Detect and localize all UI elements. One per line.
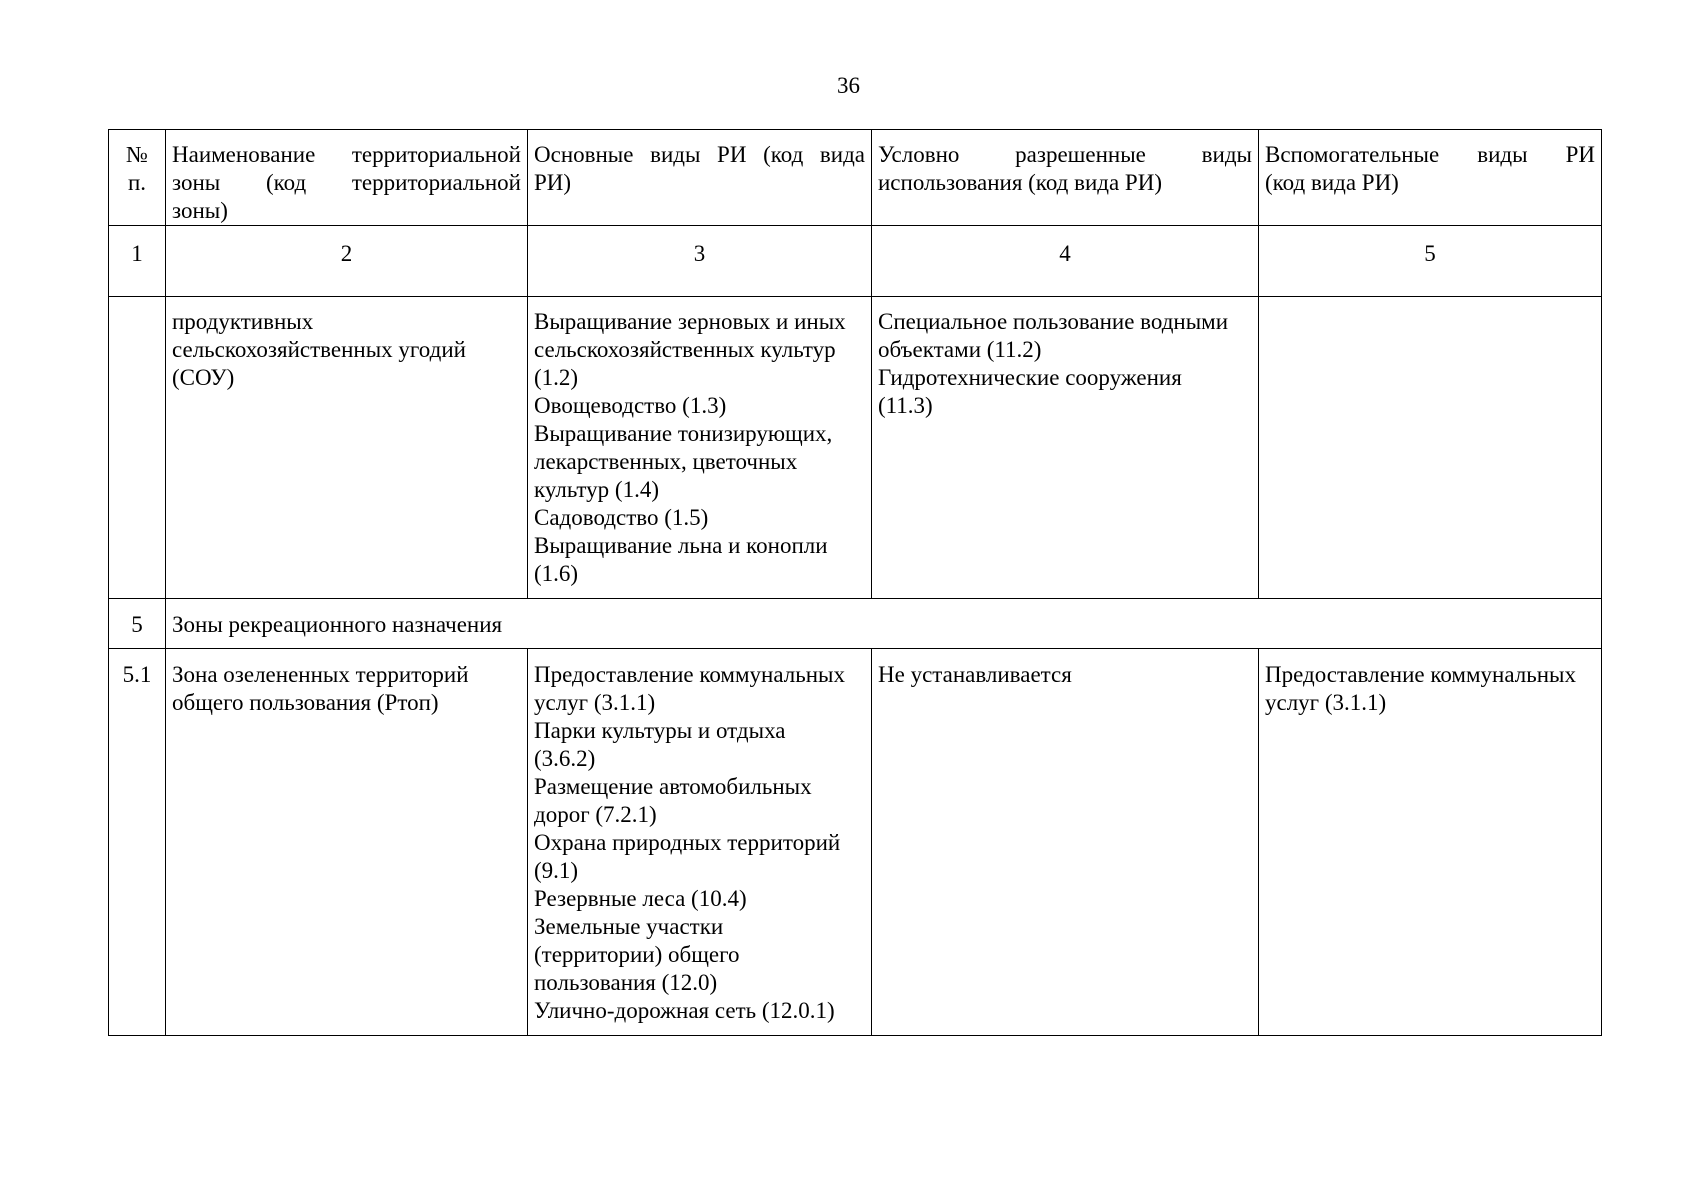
header-num-line: № xyxy=(126,142,148,167)
text-line: услуг (3.1.1) xyxy=(1265,690,1387,715)
row-auxiliary-uses xyxy=(1259,649,1602,1036)
text-line: (1.6) xyxy=(534,561,579,586)
header-zone-name xyxy=(166,130,528,226)
text-line: сельскохозяйственных культур xyxy=(534,337,836,362)
column-number: 5 xyxy=(1259,226,1602,297)
text-line: Гидротехнические сооружения xyxy=(878,365,1182,390)
zones-table xyxy=(108,129,1602,1036)
text-line: Охрана природных территорий xyxy=(534,830,841,855)
row-zone-name xyxy=(166,649,528,1036)
header-main-uses-line: Основные виды РИ (код вида xyxy=(534,142,865,167)
header-conditional-uses-line: использования (код вида РИ) xyxy=(878,170,1162,195)
header-num xyxy=(109,130,166,226)
text-line: (1.2) xyxy=(534,365,579,390)
text-line: Предоставление коммунальных xyxy=(534,662,845,687)
header-auxiliary-uses xyxy=(1259,130,1602,226)
header-num-line: п. xyxy=(127,170,147,195)
section-title: Зоны рекреационного назначения xyxy=(166,599,1602,649)
text-line: Овощеводство (1.3) xyxy=(534,393,727,418)
header-zone-name-line: зоны (код территориальной xyxy=(172,170,521,195)
header-conditional-uses-line: Условно разрешенные виды xyxy=(878,142,1252,167)
row-main-uses xyxy=(528,297,872,599)
text-line: пользования (12.0) xyxy=(534,970,718,995)
text-line: дорог (7.2.1) xyxy=(534,802,657,827)
text-line: сельскохозяйственных угодий xyxy=(172,337,466,362)
header-auxiliary-uses-line: Вспомогательные виды РИ xyxy=(1265,142,1595,167)
page-number: 36 xyxy=(837,73,860,98)
text-line: общего пользования (Ртоп) xyxy=(172,690,439,715)
text-line: Не устанавливается xyxy=(878,662,1072,687)
table-row-5-1 xyxy=(109,649,1602,1036)
row-auxiliary-uses xyxy=(1259,297,1602,599)
text-line: Размещение автомобильных xyxy=(534,774,812,799)
header-zone-name-line: зоны) xyxy=(172,198,228,223)
text-line: Садоводство (1.5) xyxy=(534,505,709,530)
text-line: Предоставление коммунальных xyxy=(1265,662,1576,687)
row-num xyxy=(109,297,166,599)
text-line: продуктивных xyxy=(172,309,314,334)
row-zone-name xyxy=(166,297,528,599)
row-conditional-uses xyxy=(872,297,1259,599)
header-main-uses xyxy=(528,130,872,226)
column-numbers-row xyxy=(109,226,1602,297)
text-line: Выращивание зерновых и иных xyxy=(534,309,846,334)
text-line: Резервные леса (10.4) xyxy=(534,886,747,911)
text-line: (11.3) xyxy=(878,393,933,418)
column-number: 4 xyxy=(872,226,1259,297)
section-num: 5 xyxy=(109,599,166,649)
text-line: лекарственных, цветочных xyxy=(534,449,798,474)
text-line: (СОУ) xyxy=(172,365,235,390)
table-row-sou xyxy=(109,297,1602,599)
header-main-uses-line: РИ) xyxy=(534,170,572,195)
text-line: объектами (11.2) xyxy=(878,337,1042,362)
text-line: (территории) общего xyxy=(534,942,740,967)
text-line: Улично-дорожная сеть (12.0.1) xyxy=(534,998,835,1023)
text-line: Выращивание льна и конопли xyxy=(534,533,828,558)
table-header-row xyxy=(109,130,1602,226)
text-line: (3.6.2) xyxy=(534,746,596,771)
header-conditional-uses xyxy=(872,130,1259,226)
column-number: 3 xyxy=(528,226,872,297)
text-line: услуг (3.1.1) xyxy=(534,690,656,715)
row-num: 5.1 xyxy=(109,649,166,1036)
row-conditional-uses xyxy=(872,649,1259,1036)
text-line: культур (1.4) xyxy=(534,477,659,502)
text-line: (9.1) xyxy=(534,858,579,883)
column-number: 1 xyxy=(109,226,166,297)
row-main-uses xyxy=(528,649,872,1036)
section-row-5 xyxy=(109,599,1602,649)
text-line: Земельные участки xyxy=(534,914,724,939)
text-line: Специальное пользование водными xyxy=(878,309,1229,334)
column-number: 2 xyxy=(166,226,528,297)
header-zone-name-line: Наименование территориальной xyxy=(172,142,521,167)
text-line: Выращивание тонизирующих, xyxy=(534,421,833,446)
text-line: Парки культуры и отдыха xyxy=(534,718,786,743)
text-line: Зона озелененных территорий xyxy=(172,662,469,687)
header-auxiliary-uses-line: (код вида РИ) xyxy=(1265,170,1399,195)
